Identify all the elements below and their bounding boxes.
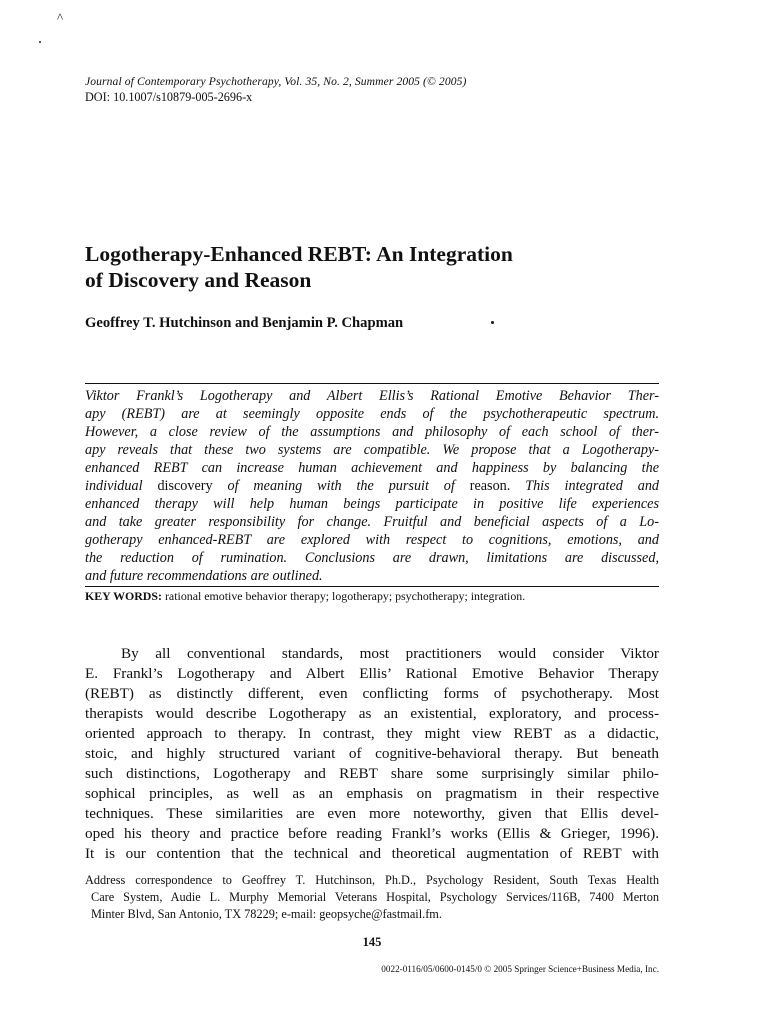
author-footnote-mark bbox=[491, 321, 494, 324]
abstract-line: the reduction of rumination. Conclusions are drawn, limitations are discussed, bbox=[85, 550, 659, 566]
abstract bbox=[85, 387, 659, 585]
keywords-text: rational emotive behavior therapy; logotherapy; psychotherapy; integration. bbox=[164, 589, 526, 603]
correspondence-footnote bbox=[85, 872, 659, 923]
body-line: techniques. These similarities are even more noteworthy, given that Ellis devel- bbox=[85, 805, 659, 822]
abstract-text: individual bbox=[85, 478, 143, 494]
abstract-upright-word: discovery bbox=[157, 478, 213, 494]
body-line: therapists would describe Logotherapy as an existential, exploratory, and process- bbox=[85, 705, 659, 722]
scan-dot-mark bbox=[39, 41, 41, 43]
abstract-line: and future recommendations are outlined. bbox=[85, 568, 323, 584]
body-line: oped his theory and practice before reading Frankl’s works (Ellis & Grieger, 1996). bbox=[85, 825, 659, 842]
abstract-line: Viktor Frankl’s Logotherapy and Albert Ellis’s Rational Emotive Behavior Ther- bbox=[85, 388, 659, 404]
body-line: sophical principles, as well as an emphasis on pragmatism in their respective bbox=[85, 785, 659, 802]
title-line-2: of Discovery and Reason bbox=[85, 268, 312, 292]
copyright-line: 0022-0116/05/0600-0145/0 © 2005 Springer Science+Business Media, Inc. bbox=[381, 964, 659, 974]
abstract-upright-word: reason. bbox=[469, 478, 511, 494]
doi: DOI: 10.1007/s10879-005-2696-x bbox=[85, 90, 253, 104]
abstract-text: of meaning with the pursuit of bbox=[227, 478, 455, 494]
body-line: stoic, and highly structured variant of cognitive-behavioral therapy. But beneath bbox=[85, 745, 659, 762]
body-line: By all conventional standards, most practitioners would consider Viktor bbox=[121, 645, 659, 662]
footnote-line: Address correspondence to Geoffrey T. Hutchinson, Ph.D., Psychology Resident, South Texas Health bbox=[85, 873, 659, 887]
abstract-line bbox=[85, 477, 659, 495]
abstract-line: and take greater responsibility for change. Fruitful and beneficial aspects of a Lo- bbox=[85, 514, 659, 530]
abstract-line: apy (REBT) are at seemingly opposite ends of the psychotherapeutic spectrum. bbox=[85, 406, 659, 422]
body-line: (REBT) as distinctly different, even conflicting forms of psychotherapy. Most bbox=[85, 685, 659, 702]
page-number: 145 bbox=[362, 935, 382, 949]
article-title bbox=[85, 241, 645, 293]
abstract-line: apy reveals that these two systems are compatible. We propose that a Logotherapy- bbox=[85, 442, 659, 458]
footnote-line: Care System, Audie L. Murphy Memorial Veterans Hospital, Psychology Services/116B, 7400 Merton bbox=[91, 890, 659, 904]
abstract-line: enhanced therapy will help human beings participate in positive life experiences bbox=[85, 496, 659, 512]
scan-corner-mark: ^ bbox=[57, 10, 64, 25]
abstract-text: This integrated and bbox=[525, 478, 660, 494]
abstract-top-rule bbox=[85, 383, 659, 384]
keywords bbox=[85, 589, 659, 603]
body-line: oriented approach to therapy. In contrast, they might view REBT as a didactic, bbox=[85, 725, 659, 742]
body-line: It is our contention that the technical and theoretical augmentation of REBT with bbox=[85, 845, 659, 862]
body-line: such distinctions, Logotherapy and REBT share some surprisingly similar philo- bbox=[85, 765, 659, 782]
abstract-line: gotherapy enhanced-REBT are explored with respect to cognitions, emotions, and bbox=[85, 532, 659, 548]
journal-citation: Journal of Contemporary Psychotherapy, Vol. 35, No. 2, Summer 2005 (© 2005) bbox=[85, 75, 467, 88]
title-line-1: Logotherapy-Enhanced REBT: An Integration bbox=[85, 242, 513, 266]
abstract-line: enhanced REBT can increase human achievement and happiness by balancing the bbox=[85, 460, 659, 476]
footnote-line: Minter Blvd, San Antonio, TX 78229; e-mail: geopsyche@fastmail.fm. bbox=[91, 907, 442, 921]
abstract-line: However, a close review of the assumptions and philosophy of each school of ther- bbox=[85, 424, 659, 440]
body-line: E. Frankl’s Logotherapy and Albert Ellis’ Rational Emotive Behavior Therapy bbox=[85, 665, 659, 682]
body-text bbox=[85, 644, 659, 864]
authors: Geoffrey T. Hutchinson and Benjamin P. Chapman bbox=[85, 315, 404, 331]
abstract-bottom-rule bbox=[85, 586, 659, 587]
keywords-label: KEY WORDS: bbox=[85, 589, 162, 603]
